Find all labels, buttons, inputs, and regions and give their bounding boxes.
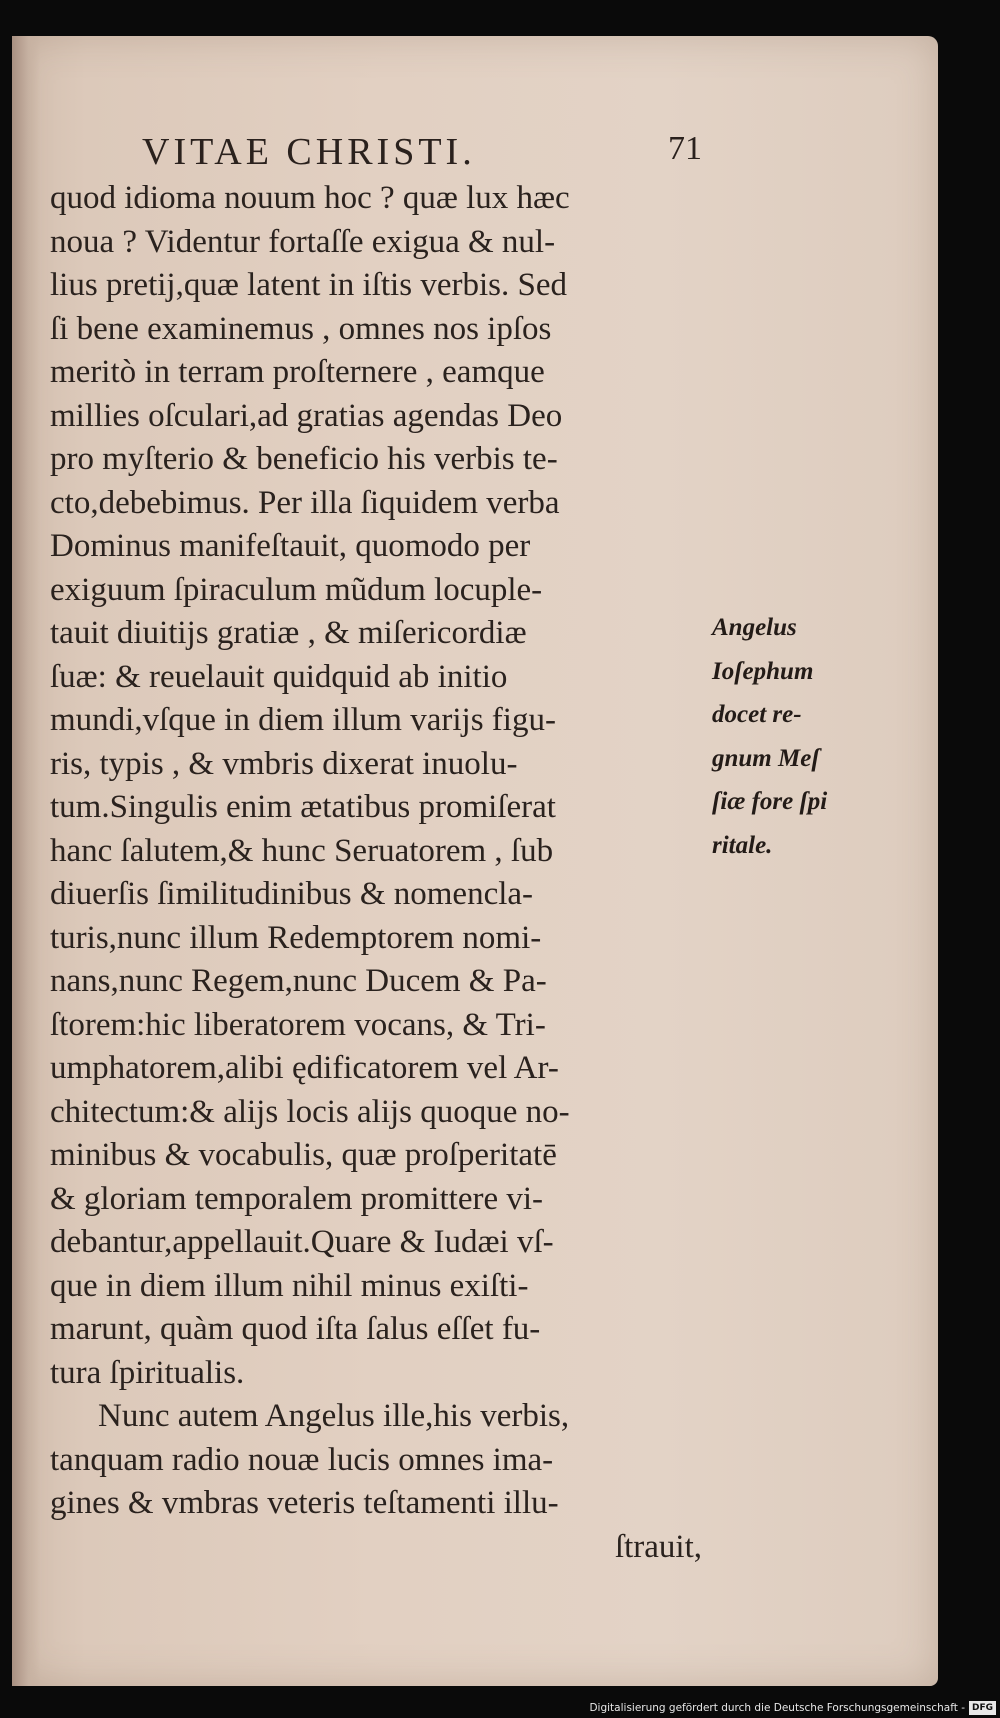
text-line: tauit diuitijs gratiæ , & miſericordiæ — [50, 615, 527, 651]
text-line: lius pretij,quæ latent in iſtis verbis. Sed — [50, 267, 567, 303]
text-line: meritò in terram proſternere , eamque — [50, 354, 545, 390]
text-line: tura ſpiritualis. — [50, 1354, 245, 1391]
text-line: marunt, quàm quod iſta ſalus eſſet fu- — [50, 1311, 541, 1347]
margin-note-line: gnum Meſ — [712, 744, 820, 772]
text-line: debantur,appellauit.Quare & Iudæi vſ- — [50, 1224, 554, 1260]
page-header — [142, 130, 702, 180]
margin-note-line: Ioſephum — [712, 657, 814, 685]
text-line: umphatorem,alibi ędificatorem vel Ar- — [50, 1050, 559, 1086]
text-line: chitectum:& alijs locis alijs quoque no- — [50, 1093, 570, 1130]
text-line: turis,nunc illum Redemptorem nomi- — [50, 919, 542, 956]
body-text — [50, 177, 710, 1569]
text-line: quod idioma nouum hoc ? quæ lux hæc — [50, 180, 570, 216]
text-line: diuerſis ſimilitudinibus & nomencla- — [50, 876, 534, 912]
text-line: gines & vmbras veteris teſtamenti illu- — [50, 1485, 559, 1521]
margin-note — [712, 614, 872, 875]
text-line: ſtorem:hic liberatorem vocans, & Tri- — [50, 1006, 546, 1043]
running-head: VITAE CHRISTI. — [142, 131, 476, 173]
text-line: tanquam radio nouæ lucis omnes ima- — [50, 1441, 554, 1478]
text-line: & gloriam temporalem promittere vi- — [50, 1180, 544, 1217]
text-line: pro myſterio & beneficio his verbis te- — [50, 441, 558, 477]
text-line: ris, typis , & vmbris dixerat inuolu- — [50, 745, 518, 782]
catchword: ſtrauit, — [614, 1528, 702, 1565]
text-line: que in diem illum nihil minus exiſti- — [50, 1267, 529, 1304]
text-line: hanc ſalutem,& hunc Seruatorem , ſub — [50, 832, 554, 869]
margin-note-line: ſiæ fore ſpi — [712, 788, 828, 815]
text-line: Dominus manifeſtauit, quomodo per — [50, 528, 531, 564]
footer-text: Digitalisierung gefördert durch die Deutsche Forschungsgemeinschaft - — [589, 1702, 965, 1714]
text-line: ſuæ: & reuelauit quidquid ab initio — [50, 658, 508, 695]
text-line: Nunc autem Angelus ille,his verbis, — [98, 1398, 570, 1434]
margin-note-line: ritale. — [712, 831, 773, 859]
margin-note-line: Angelus — [712, 614, 797, 641]
text-line: cto,debebimus. Per illa ſiquidem verba — [50, 484, 560, 521]
text-line: nans,nunc Regem,nunc Ducem & Pa- — [50, 963, 547, 999]
text-line: noua ? Videntur fortaſſe exigua & nul- — [50, 223, 556, 260]
text-line: exiguum ſpiraculum mũdum locuple- — [50, 571, 543, 608]
text-line: tum.Singulis enim ætatibus promiſerat — [50, 789, 556, 825]
book-page — [12, 36, 938, 1686]
dfg-logo: DFG — [969, 1701, 996, 1715]
funding-footer — [0, 1698, 996, 1718]
page-number: 71 — [668, 130, 702, 167]
margin-note-line: docet re- — [712, 701, 802, 728]
text-line: millies oſculari,ad gratias agendas Deo — [50, 397, 563, 434]
text-line: mundi,vſque in diem illum varijs figu- — [50, 702, 556, 738]
text-line: ſi bene examinemus , omnes nos ipſos — [50, 310, 552, 347]
text-line: minibus & vocabulis, quæ proſperitatē — [50, 1137, 557, 1173]
